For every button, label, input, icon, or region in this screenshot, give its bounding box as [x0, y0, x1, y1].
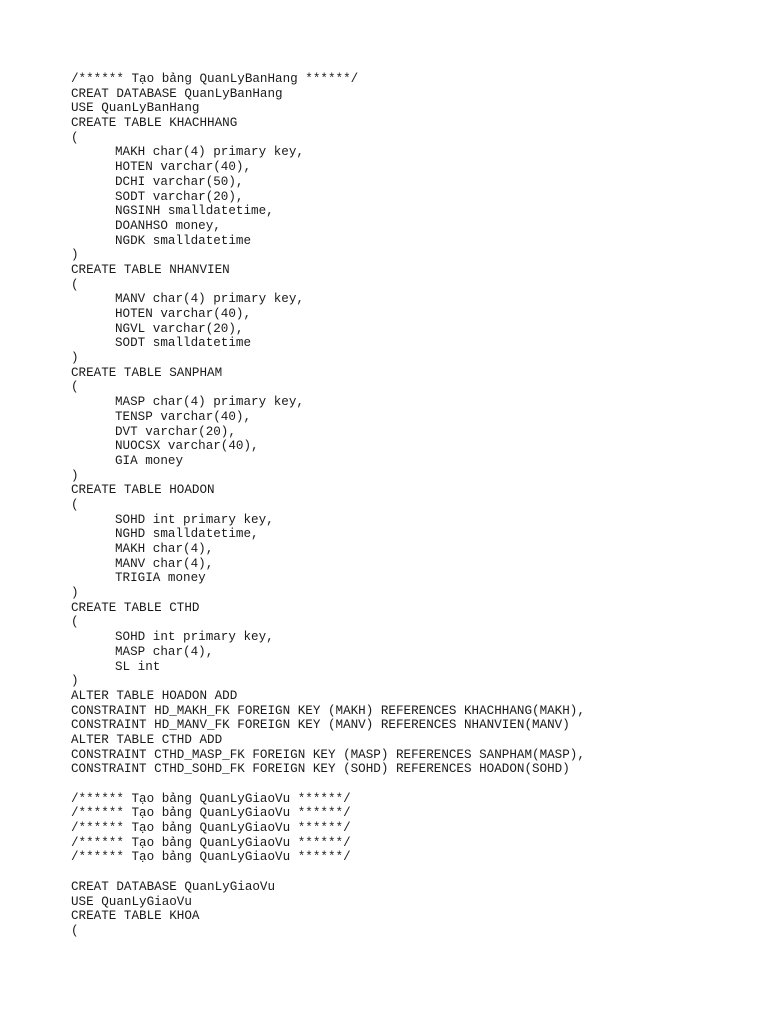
code-line: NGHD smalldatetime,	[115, 527, 259, 542]
code-line: MAKH char(4),	[115, 542, 214, 556]
code-line: )	[71, 468, 79, 483]
code-line: CREATE TABLE HOADON	[71, 483, 215, 498]
code-line: TENSP varchar(40),	[115, 409, 252, 424]
code-line: SODT varchar(20),	[115, 189, 244, 204]
code-line: NGSINH smalldatetime,	[115, 204, 274, 219]
code-line: (	[71, 130, 79, 145]
code-line: DCHI varchar(50),	[115, 174, 244, 189]
code-line: CREATE TABLE SANPHAM	[71, 365, 223, 380]
code-line: CREAT DATABASE QuanLyBanHang	[71, 86, 283, 101]
code-line: CREATE TABLE NHANVIEN	[71, 262, 230, 277]
code-line: (	[71, 380, 79, 395]
code-line: CREATE TABLE CTHD	[71, 600, 200, 615]
code-line: CONSTRAINT CTHD_MASP_FK FOREIGN KEY (MASP) REFERENCES SANPHAM(MASP),	[71, 747, 585, 762]
code-line: CONSTRAINT HD_MAKH_FK FOREIGN KEY (MAKH) REFERENCES KHACHHANG(MAKH),	[71, 703, 585, 718]
blank-line	[71, 777, 751, 792]
code-line: USE QuanLyBanHang	[71, 101, 200, 116]
code-line: HOTEN varchar(40),	[115, 160, 252, 175]
code-line: MANV char(4) primary key,	[115, 292, 304, 307]
document-page	[71, 72, 751, 939]
code-line: NGDK smalldatetime	[115, 233, 252, 248]
code-line: NGVL varchar(20),	[115, 321, 244, 336]
code-line: TRIGIA money	[115, 571, 206, 586]
code-line: /****** Tạo bảng QuanLyGiaoVu ******/	[71, 791, 351, 806]
code-line: MANV char(4),	[115, 556, 214, 571]
code-line: SL int	[115, 659, 161, 674]
code-line: NUOCSX varchar(40),	[115, 439, 259, 454]
code-line: SOHD int primary key,	[115, 630, 274, 645]
code-line: SODT smalldatetime	[115, 336, 252, 351]
blank-line	[71, 865, 751, 880]
code-line: /****** Tạo bảng QuanLyGiaoVu ******/	[71, 850, 351, 865]
code-line: MASP char(4) primary key,	[115, 395, 304, 410]
code-line: DOANHSO money,	[115, 218, 221, 233]
code-line: )	[71, 351, 79, 366]
code-line: (	[71, 615, 79, 630]
code-line: CREAT DATABASE QuanLyGiaoVu	[71, 879, 276, 894]
code-line: USE QuanLyGiaoVu	[71, 894, 192, 909]
code-line: /****** Tạo bảng QuanLyGiaoVu ******/	[71, 835, 351, 850]
code-line: CREATE TABLE KHOA	[71, 909, 200, 924]
code-line: )	[71, 586, 79, 601]
code-line: SOHD int primary key,	[115, 512, 274, 527]
code-line: /****** Tạo bảng QuanLyGiaoVu ******/	[71, 806, 351, 821]
code-line: CONSTRAINT CTHD_SOHD_FK FOREIGN KEY (SOHD) REFERENCES HOADON(SOHD)	[71, 762, 570, 777]
code-line: CREATE TABLE KHACHHANG	[71, 116, 238, 131]
code-line: /****** Tạo bảng QuanLyBanHang ******/	[71, 72, 359, 86]
code-line: /****** Tạo bảng QuanLyGiaoVu ******/	[71, 821, 351, 836]
code-line: ALTER TABLE CTHD ADD	[71, 732, 223, 747]
code-line: MAKH char(4) primary key,	[115, 145, 304, 160]
code-line: (	[71, 497, 79, 512]
code-line: )	[71, 674, 79, 689]
code-line: )	[71, 248, 79, 263]
sql-code-block	[71, 72, 751, 939]
code-line: (	[71, 277, 79, 292]
code-line: (	[71, 923, 79, 938]
code-line: ALTER TABLE HOADON ADD	[71, 688, 238, 703]
code-line: MASP char(4),	[115, 644, 214, 659]
code-line: GIA money	[115, 453, 184, 468]
code-line: CONSTRAINT HD_MANV_FK FOREIGN KEY (MANV) REFERENCES NHANVIEN(MANV)	[71, 718, 570, 733]
code-line: HOTEN varchar(40),	[115, 307, 252, 321]
code-line: DVT varchar(20),	[115, 424, 236, 439]
